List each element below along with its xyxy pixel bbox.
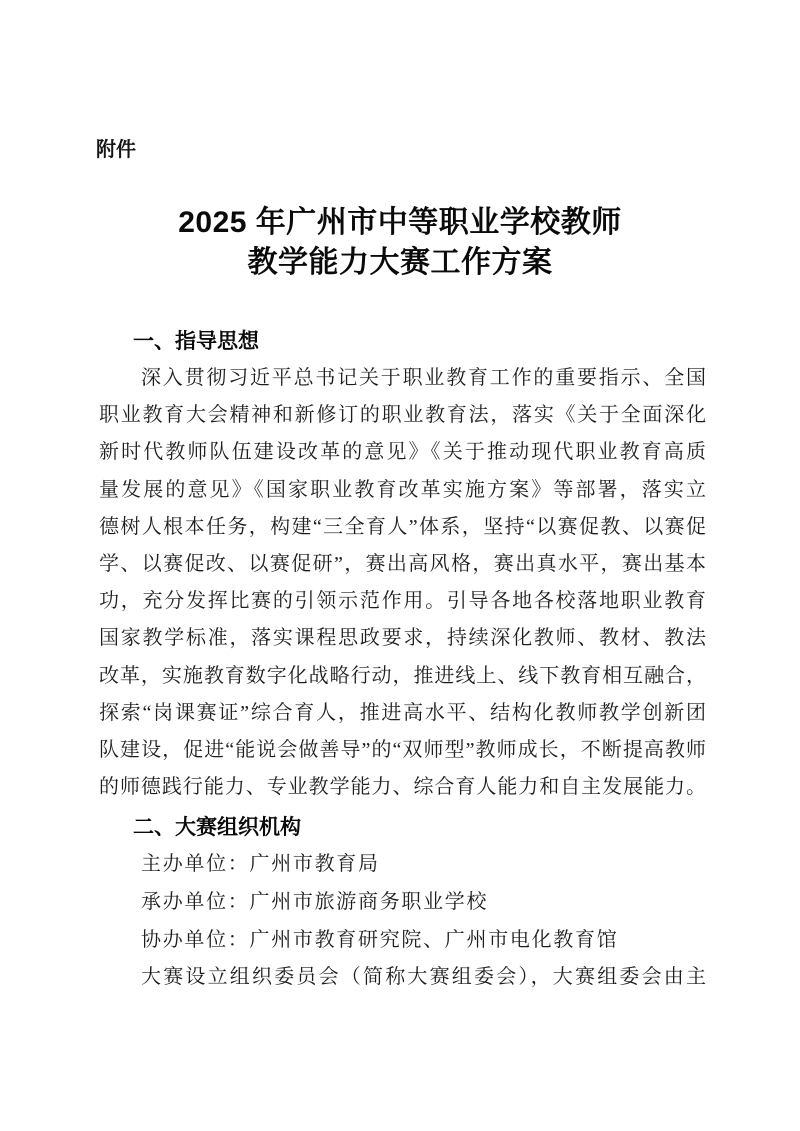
document-body [99, 324, 706, 997]
document-title-line1: 2025 年广州市中等职业学校教师 [178, 206, 622, 239]
paragraph-line: 量发展的意见》《国家职业教育改革实施方案》等部署，落实立 [99, 478, 706, 501]
section-heading-organization: 二、大赛组织机构 [133, 816, 301, 840]
guiding-ideology-paragraph [99, 360, 706, 806]
organization-lines [99, 846, 706, 996]
paragraph-line: 队建设，促进“能说会做善导”的“双师型”教师成长，不断提高教师 [99, 738, 706, 761]
document-title [0, 203, 800, 283]
paragraph-line: 职业教育大会精神和新修订的职业教育法，落实《关于全面深化 [99, 404, 706, 427]
paragraph-line: 探索“岗课赛证”综合育人，推进高水平、结构化教师教学创新团 [99, 701, 706, 724]
paragraph-line: 功，充分发挥比赛的引领示范作用。引导各地各校落地职业教育 [99, 590, 706, 613]
paragraph-line: 新时代教师队伍建设改革的意见》《关于推动现代职业教育高质 [99, 441, 706, 464]
organization-line: 协办单位：广州市教育研究院、广州市电化教育馆 [141, 928, 619, 951]
paragraph-line: 学、以赛促改、以赛促研”，赛出高风格，赛出真水平，赛出基本 [99, 552, 706, 575]
attachment-label: 附件 [96, 139, 136, 161]
paragraph-line: 的师德践行能力、专业教学能力、综合育人能力和自主发展能力。 [99, 776, 706, 799]
paragraph-line: 改革，实施教育数字化战略行动，推进线上、线下教育相互融合， [99, 664, 706, 687]
organization-line: 大赛设立组织委员会（简称大赛组委会），大赛组委会由主 [141, 966, 706, 989]
organization-line: 承办单位：广州市旅游商务职业学校 [141, 891, 489, 914]
organization-line: 主办单位：广州市教育局 [141, 853, 380, 876]
paragraph-line: 国家教学标准，落实课程思政要求，持续深化教师、教材、教法 [99, 627, 706, 650]
document-title-line2: 教学能力大赛工作方案 [247, 246, 553, 279]
paragraph-line: 深入贯彻习近平总书记关于职业教育工作的重要指示、全国 [141, 367, 706, 389]
section-heading-guiding-ideology: 一、指导思想 [133, 330, 259, 353]
paragraph-line: 德树人根本任务，构建“三全育人”体系，坚持“以赛促教、以赛促 [99, 515, 706, 538]
